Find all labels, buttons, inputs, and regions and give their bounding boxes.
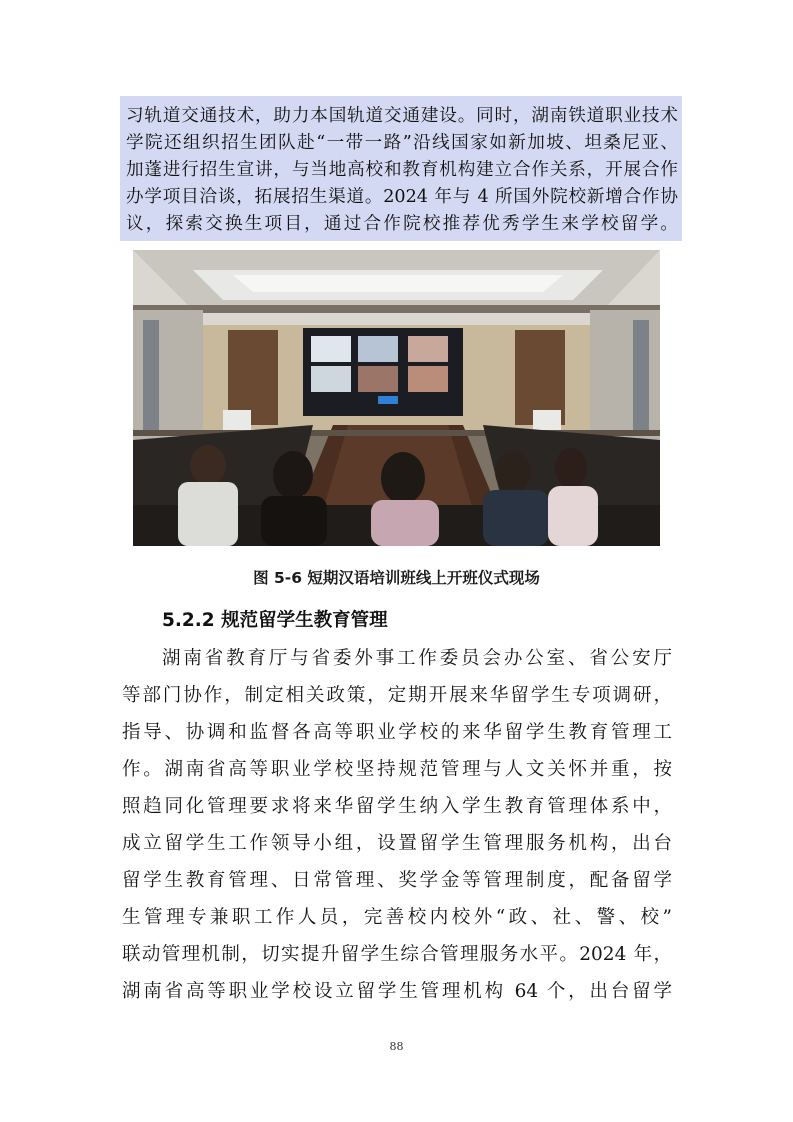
paragraph-line: 加蓬进行招生宣讲，与当地高校和教育机构建立合作关系，开展合作 <box>126 160 678 180</box>
paragraph-line: 议，探索交换生项目，通过合作院校推荐优秀学生来学校留学。 <box>126 214 678 234</box>
body-line: 生管理专兼职工作人员，完善校内校外“政、社、警、校” <box>122 907 672 928</box>
conference-room-photo <box>133 250 660 546</box>
section-heading: 5.2.2 规范留学生教育管理 <box>162 610 388 631</box>
figure-caption: 图 5-6 短期汉语培训班线上开班仪式现场 <box>253 569 540 587</box>
body-line: 等部门协作，制定相关政策，定期开展来华留学生专项调研， <box>122 685 672 706</box>
body-line: 作。湖南省高等职业学校坚持规范管理与人文关怀并重，按 <box>122 759 672 780</box>
paragraph-line: 学院还组织招生团队赴“一带一路”沿线国家如新加坡、坦桑尼亚、 <box>126 133 678 153</box>
page-number: 88 <box>389 1040 404 1053</box>
paragraph-line: 办学项目洽谈，拓展招生渠道。2024 年与 4 所国外院校新增合作协 <box>126 187 678 207</box>
paragraph-line: 习轨道交通技术，助力本国轨道交通建设。同时，湖南铁道职业技术 <box>126 106 678 126</box>
body-line: 湖南省高等职业学校设立留学生管理机构 64 个，出台留学 <box>122 981 672 1002</box>
body-line: 湖南省教育厅与省委外事工作委员会办公室、省公安厅 <box>162 648 672 669</box>
body-line: 留学生教育管理、日常管理、奖学金等管理制度，配备留学 <box>122 870 672 891</box>
body-line: 联动管理机制，切实提升留学生综合管理服务水平。2024 年， <box>122 944 672 965</box>
body-line: 照趋同化管理要求将来华留学生纳入学生教育管理体系中， <box>122 796 672 817</box>
body-line: 指导、协调和监督各高等职业学校的来华留学生教育管理工 <box>122 722 672 743</box>
body-line: 成立留学生工作领导小组，设置留学生管理服务机构，出台 <box>122 833 672 854</box>
